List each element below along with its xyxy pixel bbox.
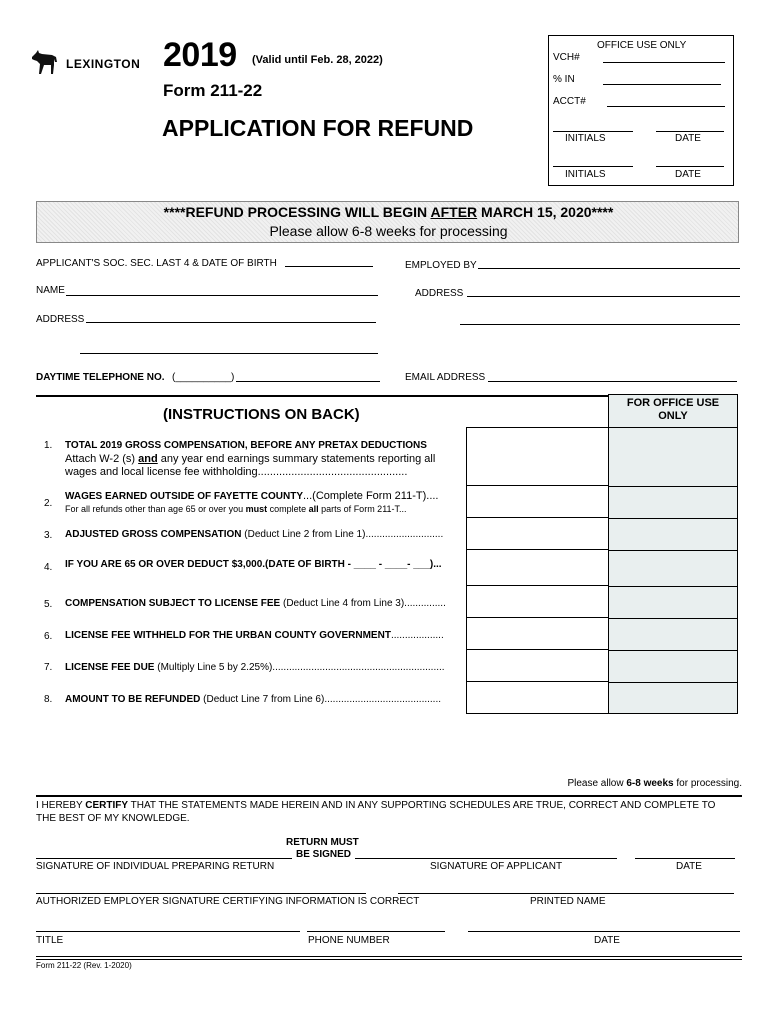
vch-label: VCH# (553, 52, 580, 63)
line-6-number: 6. (44, 631, 53, 642)
line-3-text: ADJUSTED GROSS COMPENSATION (Deduct Line 2 from Line 1)............................ (65, 529, 444, 540)
form-year: 2019 (163, 36, 237, 74)
employed-by-label: EMPLOYED BY (405, 260, 477, 271)
line-8-text: AMOUNT TO BE REFUNDED (Deduct Line 7 from Line 6).......................................... (65, 694, 442, 705)
banner-line-1: ****REFUND PROCESSING WILL BEGIN AFTER MARCH 15, 2020**** (163, 204, 614, 220)
page-title: APPLICATION FOR REFUND (162, 115, 474, 141)
address-left-line-2[interactable] (80, 353, 378, 354)
date-b-label: DATE (594, 935, 620, 946)
line-3-number: 3. (44, 530, 53, 541)
phone-number-field[interactable] (307, 931, 445, 932)
name-label: NAME (36, 285, 65, 296)
processing-banner (36, 201, 739, 243)
name-field[interactable] (66, 295, 378, 296)
instructions-heading: (INSTRUCTIONS ON BACK) (163, 406, 360, 423)
office-use-column-header: FOR OFFICE USE ONLY (608, 394, 738, 428)
line-1-title: TOTAL 2019 GROSS COMPENSATION, BEFORE ANY PRETAX DEDUCTIONS (65, 440, 427, 451)
ssn-label: APPLICANT'S SOC. SEC. LAST 4 & DATE OF BIRTH (36, 258, 277, 269)
bottom-rule-2 (36, 959, 742, 960)
line-1-sub: Attach W-2 (s) and any year end earnings summary statements reporting all (65, 453, 436, 465)
horse-icon (30, 48, 60, 76)
return-must-label: RETURN MUST (286, 837, 359, 848)
line-7-amount[interactable] (467, 650, 608, 682)
initials-1-label: INITIALS (565, 133, 606, 144)
line-8-amount[interactable] (467, 682, 608, 713)
line-4-number: 4. (44, 562, 53, 573)
ssn-field[interactable] (285, 266, 373, 267)
signature-individual-label: SIGNATURE OF INDIVIDUAL PREPARING RETURN (36, 861, 275, 872)
date-a-label: DATE (676, 861, 702, 872)
line-1-sub-2: wages and local license fee withholding................................................. (65, 466, 408, 478)
phone-number-label: PHONE NUMBER (308, 935, 390, 946)
line-5-number: 5. (44, 599, 53, 610)
pct-in-label: % IN (553, 74, 575, 85)
vch-field[interactable] (603, 62, 725, 63)
signature-applicant-label: SIGNATURE OF APPLICANT (430, 861, 563, 872)
line-5-text: COMPENSATION SUBJECT TO LICENSE FEE (Deduct Line 4 from Line 3)............... (65, 598, 446, 609)
line-2-amount[interactable] (467, 486, 608, 518)
title-label: TITLE (36, 935, 64, 946)
authorized-label: AUTHORIZED EMPLOYER SIGNATURE CERTIFYING INFORMATION IS CORRECT (36, 896, 420, 907)
phone-field[interactable] (236, 381, 380, 382)
address-left-label: ADDRESS (36, 314, 85, 325)
date-b-field[interactable] (468, 931, 740, 932)
address-left-field[interactable] (86, 322, 376, 323)
section-divider (36, 395, 608, 397)
certify-statement: I HEREBY CERTIFY THAT THE STATEMENTS MADE HEREIN AND IN ANY SUPPORTING SCHEDULES ARE TRUE, CORRECT AND COMPLETE TO (36, 800, 716, 811)
initials-2-field[interactable] (553, 166, 633, 167)
line-6-text: LICENSE FEE WITHHELD FOR THE URBAN COUNTY GOVERNMENT................... (65, 630, 444, 641)
date-2-label: DATE (675, 169, 701, 180)
valid-note: (Valid until Feb. 28, 2022) (252, 54, 383, 66)
office-use-heading: OFFICE USE ONLY (597, 40, 687, 51)
certify-statement-2: THE BEST OF MY KNOWLEDGE. (36, 813, 190, 824)
line-4-amount[interactable] (467, 550, 608, 586)
phone-area-code: (__________) (172, 372, 235, 383)
banner-line-2: Please allow 6-8 weeks for processing (269, 223, 508, 239)
phone-label: DAYTIME TELEPHONE NO. (36, 372, 165, 383)
acct-field[interactable] (607, 106, 725, 107)
date-1-field[interactable] (656, 131, 724, 132)
authorized-signature-field[interactable] (36, 893, 366, 894)
office-use-box (548, 35, 734, 186)
employed-by-field[interactable] (478, 268, 740, 269)
initials-1-field[interactable] (553, 131, 633, 132)
line-1-number: 1. (44, 440, 53, 451)
printed-name-field[interactable] (398, 893, 734, 894)
office-column (608, 428, 737, 713)
date-1-label: DATE (675, 133, 701, 144)
address-right-line-2[interactable] (460, 324, 740, 325)
title-field[interactable] (36, 931, 300, 932)
signature-applicant-field[interactable] (355, 858, 617, 859)
line-8-number: 8. (44, 694, 53, 705)
logo-text: LEXINGTON (66, 57, 141, 71)
line-3-amount[interactable] (467, 518, 608, 550)
line-2-sub: For all refunds other than age 65 or over you must complete all parts of Form 211-T... (65, 504, 407, 514)
address-right-field[interactable] (467, 296, 740, 297)
line-7-text: LICENSE FEE DUE (Multiply Line 5 by 2.25%).............................................................. (65, 662, 445, 673)
line-1-amount[interactable] (467, 428, 608, 486)
line-2-number: 2. (44, 498, 53, 509)
form-revision: Form 211-22 (Rev. 1-2020) (36, 961, 132, 970)
line-2-title: WAGES EARNED OUTSIDE OF FAYETTE COUNTY...(Complete Form 211-T).... (65, 490, 439, 502)
pct-in-field[interactable] (603, 84, 721, 85)
date-2-field[interactable] (656, 166, 724, 167)
line-5-amount[interactable] (467, 586, 608, 618)
signature-individual-field[interactable] (36, 858, 292, 859)
email-label: EMAIL ADDRESS (405, 372, 486, 383)
email-field[interactable] (488, 381, 737, 382)
line-4-text: IF YOU ARE 65 OR OVER DEDUCT $3,000.(DATE OF BIRTH - ____ - ____- ___)... (65, 559, 442, 570)
form-number: Form 211-22 (163, 81, 263, 100)
line-6-amount[interactable] (467, 618, 608, 650)
processing-note: Please allow 6-8 weeks for processing. (567, 778, 742, 789)
line-7-number: 7. (44, 662, 53, 673)
footer-divider (36, 795, 742, 797)
be-signed-label: BE SIGNED (296, 849, 352, 860)
bottom-rule (36, 956, 742, 957)
address-right-label: ADDRESS (415, 288, 464, 299)
printed-name-label: PRINTED NAME (530, 896, 606, 907)
initials-2-label: INITIALS (565, 169, 606, 180)
date-a-field[interactable] (635, 858, 735, 859)
acct-label: ACCT# (553, 96, 586, 107)
